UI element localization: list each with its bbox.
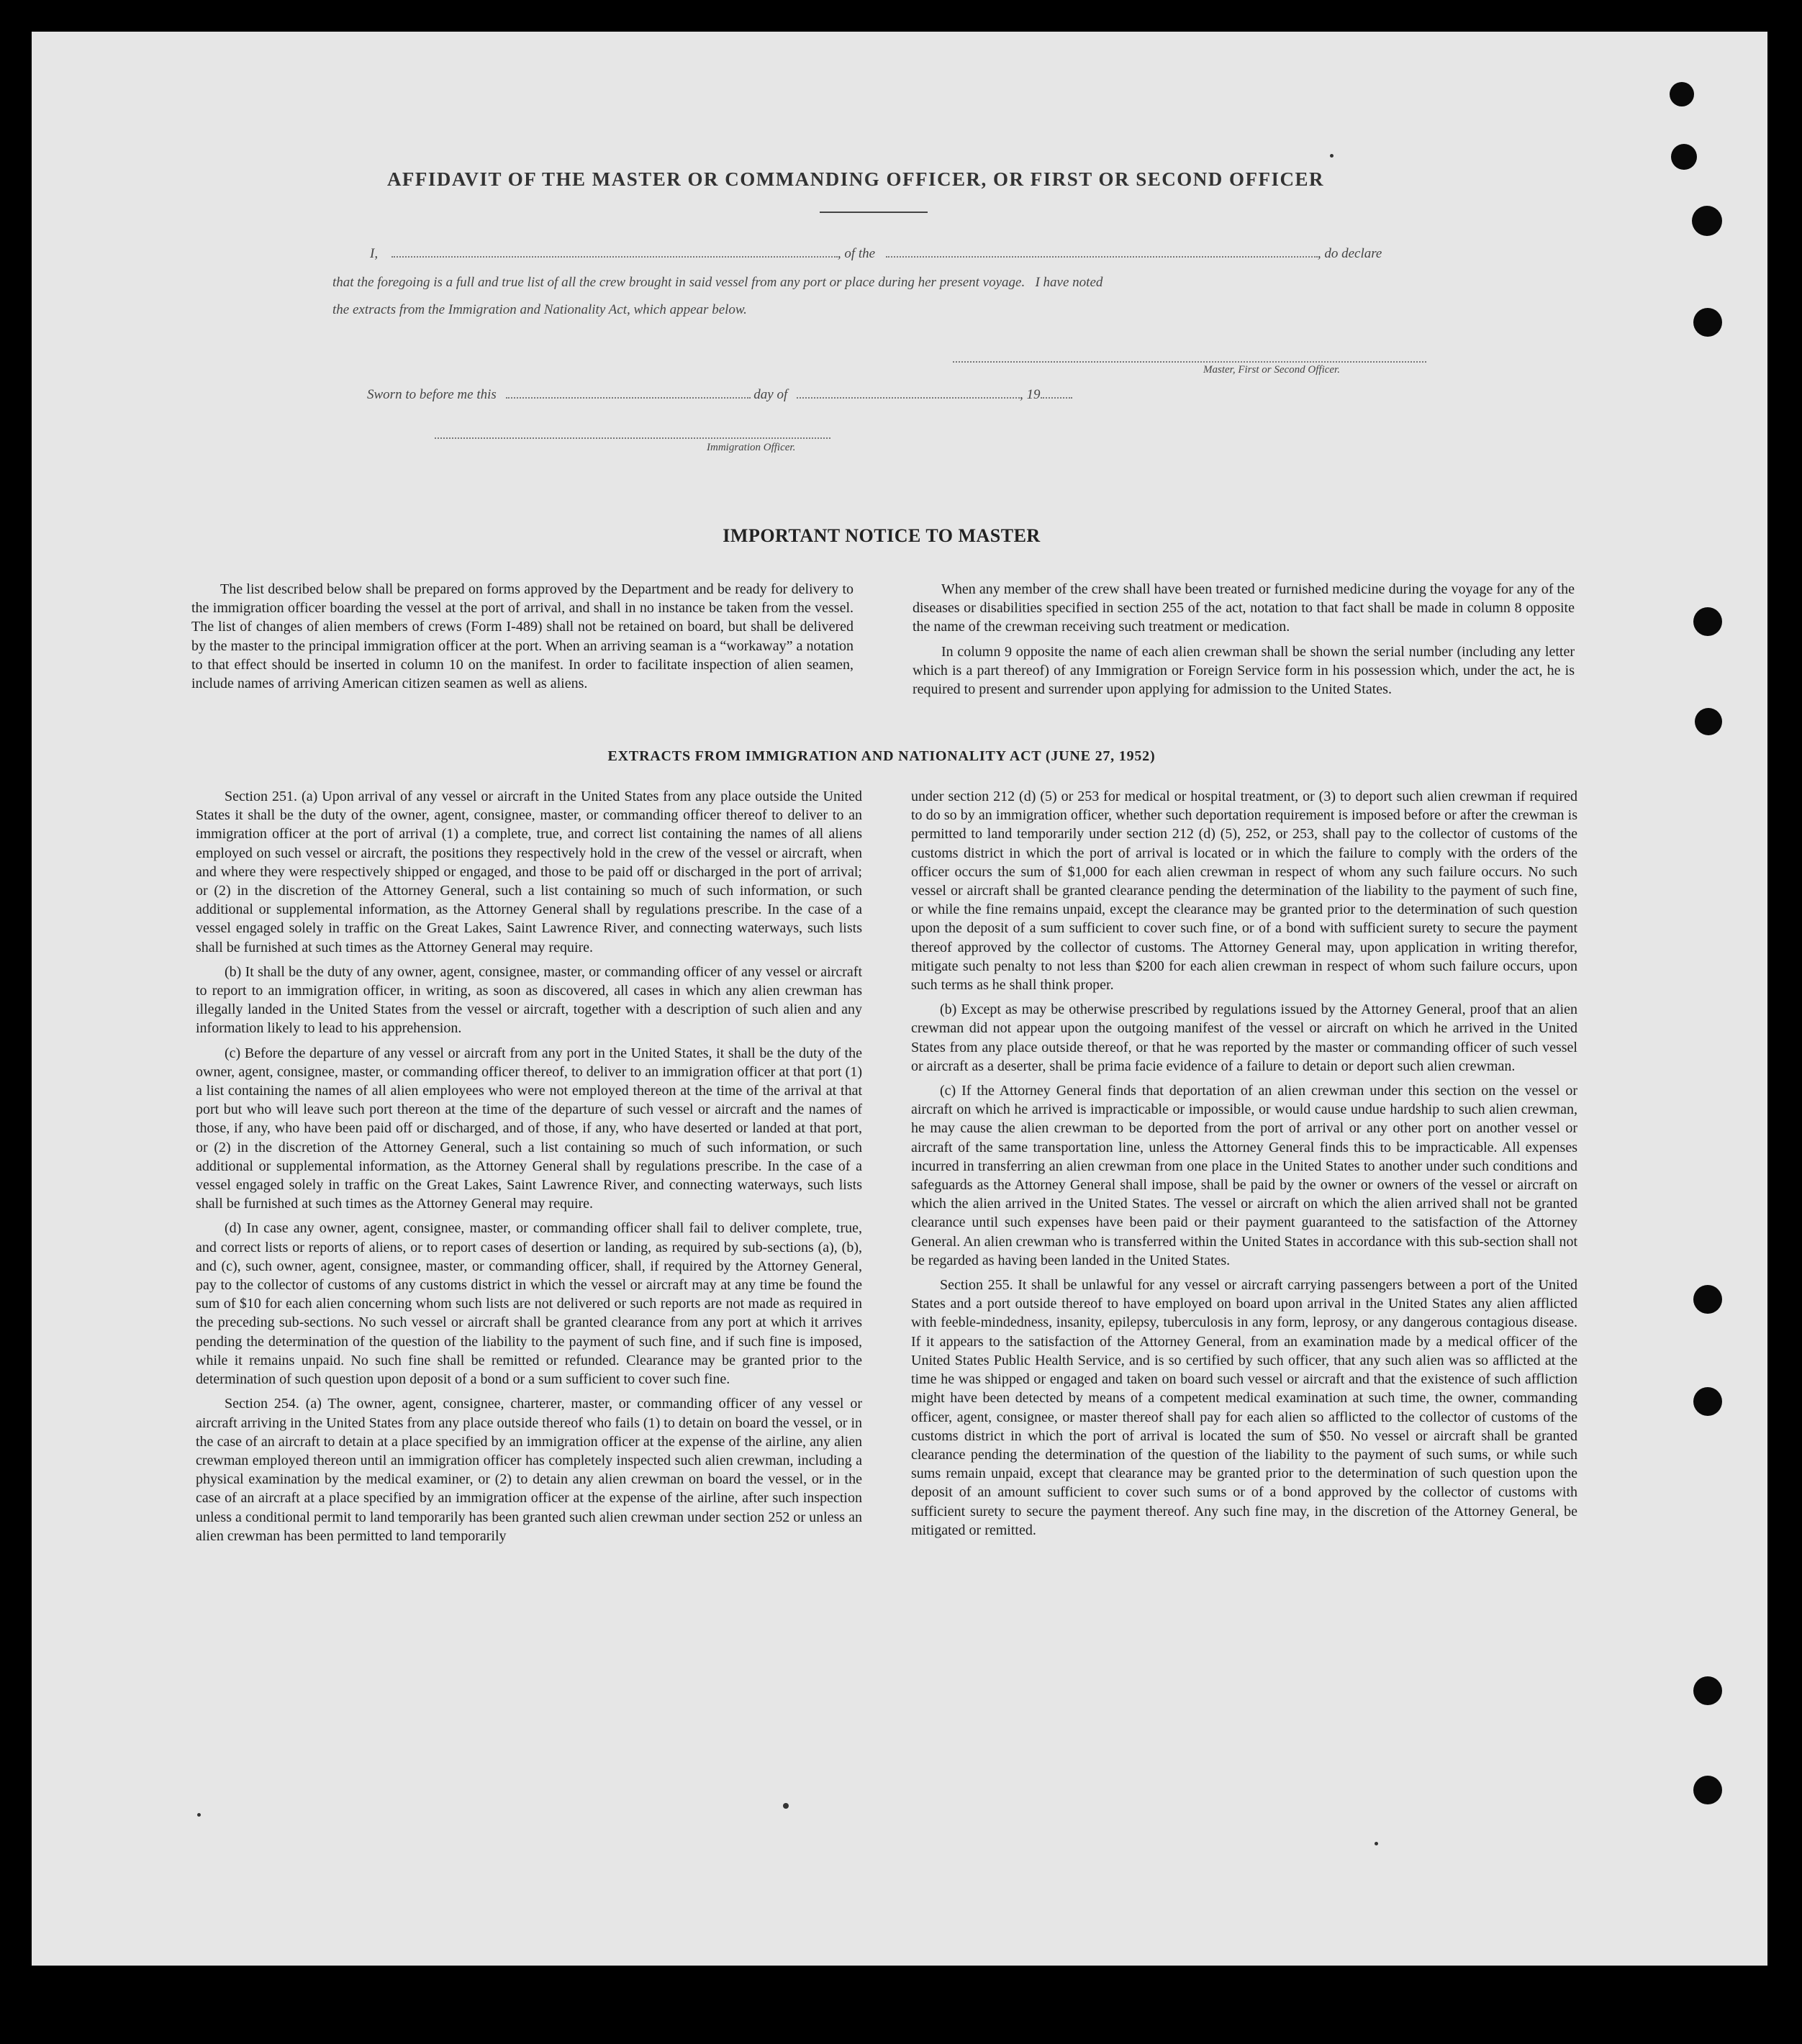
master-signature-line[interactable]: [953, 361, 1426, 363]
affidavit-line-3: the extracts from the Immigration and Nationality Act, which appear below.: [332, 302, 747, 317]
speck: [1375, 1842, 1378, 1845]
declare-text: , do declare: [1317, 246, 1382, 261]
declarant-i: I,: [370, 246, 379, 261]
sworn-year: , 19: [1020, 387, 1041, 402]
section-paragraph: (b) Except as may be otherwise prescribed by regulations issued by the Attorney General, proof that an alien crewman did not appear upon the outgoing manifest of the vessel or aircraft on which he arrived in the United States from any place outside thereof, or that he was reported by the master or commanding officer of such vessel or aircraft as a deserter, shall be prima facie evidence of a failure to detain or deport such alien crewman.: [911, 1001, 1577, 1074]
section-paragraph: (d) In case any owner, agent, consignee, master, or commanding officer shall fail to deliver complete, true, and correct lists or reports of aliens, or to report cases of desertion or landing, as required by sub-sections (a), (b), and (c), such owner, agent, consignee, master, or commanding officer, shall, if required by the Attorney General, pay to the collector of customs of any customs district in which the vessel or aircraft may at any time be found the sum of $10 for each alien concerning whom such lists are not delivered or such reports are not made as required in the preceding sub-sections. No such vessel or aircraft shall be granted clearance from any port at which it arrives pending the determination of the question of the liability to the payment of such fine, and if such fine is imposed, while it remains unpaid. No such fine shall be remitted or refunded. Clearance may be granted prior to the determination of such question upon deposit of a bond or a sum sufficient to cover such fine.: [196, 1220, 862, 1388]
binder-hole: [1693, 1285, 1722, 1314]
affidavit-line-2: that the foregoing is a full and true list of all the crew brought in said vessel from any port or place during her present voyage. I have noted: [332, 275, 1103, 290]
section-paragraph: under section 212 (d) (5) or 253 for medical or hospital treatment, or (3) to deport such alien crewman if required to do so by an immigration officer, whether such deportation requirement is imposed before or after the crewman is permitted to land temporarily under section 212 (d) (5), 252, or 253, shall pay to the collector of customs of the customs district in which the port of arrival is located or in which the failure to comply with the orders of the officer occurs the sum of $1,000 for each alien crewman in respect of whom any such failure occurs. No such vessel or aircraft shall be granted clearance pending the determination of the liability to the payment of such fine, or while the fine remains unpaid, except the clearance may be granted prior to the determination of such question upon the deposit of a sum sufficient to cover such fine, or of a bond with sufficient surety to secure the payment thereof approved by the collector of customs. The Attorney General may, upon application in writing therefor, mitigate such penalty to not less than $200 for each alien crewman in respect of whom such failure occurs, upon such terms as he shall think proper.: [911, 789, 1577, 994]
speck: [783, 1803, 789, 1809]
binder-hole: [1692, 206, 1722, 236]
section-paragraph: Section 254. (a) The owner, agent, consignee, charterer, master, or commanding officer of any vessel or aircraft arriving in the United States from any place outside thereof who fails (1) to detain on board the vessel, or in the case of an aircraft to detain at a place specified by an immigration officer at the expense of the airline, any alien crewman employed thereon until an immigration officer has completely inspected such alien crewman, including a physical examination by the medical examiner, or (2) to detain any alien crewman on board the vessel, or in the case of an aircraft at a place specified by an immigration officer at the expense of the airline, after such inspection unless a conditional permit to land temporarily has been granted such alien crewman under section 252 or unless an alien crewman has been permitted to land temporarily: [196, 1396, 862, 1544]
section-paragraph: Section 251. (a) Upon arrival of any vessel or aircraft in the United States from any place outside the United States it shall be the duty of the owner, agent, consignee, master, or commanding officer thereof to deliver to an immigration officer at the port of arrival (1) a complete, true, and correct list containing the names of all aliens employed on such vessel or aircraft, the positions they respectively hold in the crew of the vessel or aircraft, when and where they were respectively shipped or engaged, and those to be paid off or discharged in the port of arrival; or (2) in the discretion of the Attorney General, such a list containing so much of such information, or such additional or supplemental information, as the Attorney General shall by regulations prescribe. In the case of a vessel engaged solely in traffic on the Great Lakes, Saint Lawrence River, and connecting waterways, such lists shall be furnished at such times as the Attorney General may require.: [196, 789, 862, 955]
section-paragraph: (b) It shall be the duty of any owner, agent, consignee, master, or commanding officer of any vessel or aircraft to report to an immigration officer, in writing, as soon as discovered, all cases in which any alien crewman has illegally landed in the United States from the vessel or aircraft, together with a description of such alien and any information likely to lead to his apprehension.: [196, 963, 862, 1037]
notice-paragraph: In column 9 opposite the name of each alien crewman shall be shown the serial number (including any letter which is a part thereof) of any Immigration or Foreign Service form in his possession which, under the act, he is required to present and surrender upon applying for admission to the United States.: [913, 643, 1575, 698]
extracts-title: EXTRACTS FROM IMMIGRATION AND NATIONALITY ACT (JUNE 27, 1952): [607, 748, 1156, 764]
notice-left-column: [191, 580, 854, 699]
notice-title: IMPORTANT NOTICE TO MASTER: [723, 525, 1041, 546]
notice-paragraph: The list described below shall be prepared on forms approved by the Department and be ready for delivery to the immigration officer boarding the vessel at the port of arrival, and shall in no instance be taken from the vessel. The list of changes of alien members of crews (Form I-489) shall not be retained on board, but shall be delivered by the master to the principal immigration officer at the port. When an arriving seaman is a “workaway” a notation to that effect should be inserted in column 10 on the manifest. In order to facilitate inspection of alien seamen, include names of arriving American citizen seamen as well as aliens.: [191, 581, 854, 692]
binder-hole: [1693, 1387, 1722, 1416]
vessel-blank[interactable]: [886, 255, 1318, 258]
binder-hole: [1695, 708, 1722, 735]
sworn-line: [367, 387, 1072, 403]
binder-hole: [1693, 308, 1722, 337]
binder-hole: [1671, 144, 1697, 170]
section-paragraph: (c) If the Attorney General finds that deportation of an alien crewman under this section on the vessel or aircraft on which he arrived is impracticable or impossible, or would cause undue hardship to such alien crewman, he may cause the alien crewman to be deported from the port of arrival or any other port on another vessel or aircraft of the same transportation line, unless the Attorney General finds this to be impracticable. All expenses incurred in transferring an alien crewman from one place in the United States to another under such conditions and safeguards as the Attorney General shall impose, shall be paid by the owner or owners of the vessel or aircraft on which the alien arrived in the United States. The vessel or aircraft on which the alien arrived shall not be granted clearance until such expenses have been paid or their payment guaranteed to the satisfaction of the Attorney General. An alien crewman who is transferred within the United States in accordance with this sub-section shall not be regarded as having been landed in the United States.: [911, 1083, 1577, 1268]
binder-hole: [1693, 1776, 1722, 1804]
sworn-day-of: day of: [753, 387, 788, 402]
sworn-prefix: Sworn to before me this: [367, 387, 497, 402]
affidavit-title: AFFIDAVIT OF THE MASTER OR COMMANDING OFFICER, OR FIRST OR SECOND OFFICER: [386, 168, 1325, 190]
section-paragraph: (c) Before the departure of any vessel or aircraft from any port in the United States, it shall be the duty of the owner, agent, consignee, master, or commanding officer thereof, to deliver to an immigration officer at that port (1) a list containing the names of all alien employees who were not employed thereon at the time of the arrival at that port but who will leave such port thereon at the time of the departure of such vessel or aircraft and the names of those, if any, who have been paid off or discharged, and of those, if any, who have deserted or landed at that port, or (2) in the discretion of the Attorney General, such a list containing so much of such information, or such additional or supplemental information, as the Attorney General shall by regulations prescribe. In the case of a vessel engaged solely in traffic on the Great Lakes, Saint Lawrence River, and connecting waterways, such lists shall be furnished at such times as the Attorney General may require.: [196, 1045, 862, 1212]
binder-hole: [1693, 607, 1722, 636]
binder-hole: [1670, 82, 1694, 106]
name-blank[interactable]: [391, 255, 838, 258]
sworn-month-blank[interactable]: [797, 396, 1020, 399]
extracts-right-column: [911, 787, 1577, 1545]
sworn-year-blank[interactable]: [1041, 396, 1072, 399]
notice-right-column: [913, 580, 1575, 704]
speck: [197, 1813, 201, 1817]
of-the-text: , of the: [837, 246, 876, 261]
affidavit-line-1: [370, 246, 1382, 262]
sworn-date-blank[interactable]: [506, 396, 751, 399]
notice-paragraph: When any member of the crew shall have been treated or furnished medicine during the voyage for any of the diseases or disabilities specified in section 255 of the act, notation to that fact shall be made in column 8 opposite the name of the crewman receiving such treatment or medication.: [913, 581, 1575, 635]
document-page: [32, 32, 1767, 1966]
binder-hole: [1693, 1676, 1722, 1705]
master-signature-label: Master, First or Second Officer.: [1203, 364, 1340, 376]
section-paragraph: Section 255. It shall be unlawful for any vessel or aircraft carrying passengers between a port of the United States and a port outside thereof to have employed on board upon arrival in the United States any alien afflicted with feeble-mindedness, insanity, epilepsy, tuberculosis in any form, leprosy, or any dangerous contagious disease. If it appears to the satisfaction of the Attorney General, from an examination made by a medical officer of the United States Public Health Service, and is so certified by such officer, that any such alien was so afflicted at the time he was shipped or engaged and taken on board such vessel or aircraft and that the existence of such affliction might have been detected by means of a competent medical examination at such time, the owner, commanding officer, agent, consignee, or master thereof shall pay for each alien so afflicted to the collector of customs of the customs district in which the port of arrival is located the sum of $50. No vessel or aircraft shall be granted clearance pending the determination of the question of the liability to the payment of such sums, or while such sums remain unpaid, except that clearance may be granted prior to the determination of such question upon the deposit of an amount sufficient to cover such sums or of a bond approved by the collector of customs with sufficient surety to secure the payment thereof. Any such fine may, in the discretion of the Attorney General, be mitigated or remitted.: [911, 1277, 1577, 1538]
officer-signature-label: Immigration Officer.: [707, 442, 796, 453]
officer-signature-line[interactable]: [435, 437, 830, 439]
title-underline: [820, 212, 928, 213]
extracts-left-column: [196, 787, 862, 1551]
speck: [1330, 154, 1334, 158]
